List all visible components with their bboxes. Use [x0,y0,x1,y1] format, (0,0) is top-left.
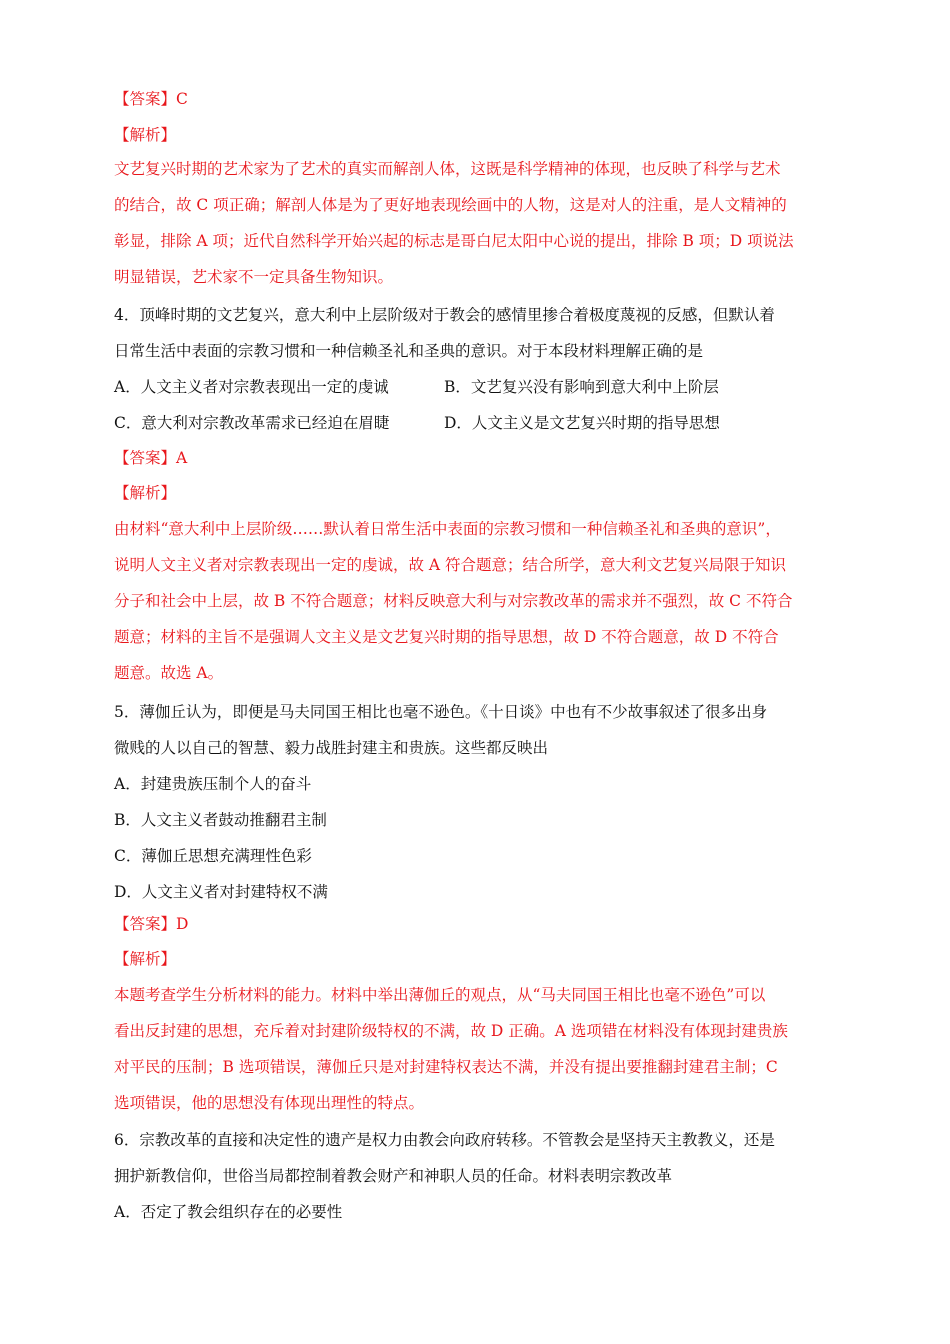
q5-option-c: C．薄伽丘思想充满理性色彩 [114,847,312,865]
analysis-line: 对平民的压制；B 选项错误，薄伽丘只是对封建特权表达不满，并没有提出要推翻封建君主制；C [114,1058,778,1076]
analysis-line: 明显错误，艺术家不一定具备生物知识。 [114,268,394,286]
q6-options [114,1194,838,1230]
stem-line: 日常生活中表面的宗教习惯和一种信赖圣礼和圣典的意识。对于本段材料理解正确的是 [114,342,704,360]
q4-option-b: B．文艺复兴没有影响到意大利中上阶层 [444,378,719,396]
analysis-line: 分子和社会中上层，故 B 不符合题意；材料反映意大利与对宗教改革的需求并不强烈，故 C 不符合 [114,592,793,610]
q4-analysis-text [114,511,838,691]
analysis-line: 说明人文主义者对宗教表现出一定的虔诚，故 A 符合题意；结合所学，意大利文艺复兴局限于知识 [114,556,787,574]
q4-analysis-label: 【解析】 [114,484,177,502]
q5-analysis-label: 【解析】 [114,950,177,968]
stem-line: 6．宗教改革的直接和决定性的遗产是权力由教会向政府转移。不管教会是坚持天主教教义，还是 [114,1131,775,1149]
analysis-line: 彰显，排除 A 项；近代自然科学开始兴起的标志是哥白尼太阳中心说的提出，排除 B 项；D 项说法 [114,232,794,250]
q3-answer-label: 【答案】C [114,90,188,108]
stem-line: 4．顶峰时期的文艺复兴，意大利中上层阶级对于教会的感情里掺合着极度蔑视的反感，但默认着 [114,306,775,324]
q6-stem [114,1122,838,1194]
q5-option-b: B．人文主义者鼓动推翻君主制 [114,811,327,829]
q5-stem [114,694,838,766]
q5-analysis-text [114,977,838,1121]
q5-option-a: A．封建贵族压制个人的奋斗 [114,775,312,793]
q3-analysis-label: 【解析】 [114,126,177,144]
q4-answer-label: 【答案】A [114,449,188,467]
q4-option-d: D．人文主义是文艺复兴时期的指导思想 [444,414,720,432]
analysis-line: 看出反封建的思想，充斥着对封建阶级特权的不满，故 D 正确。A 选项错在材料没有体现封建贵族 [114,1022,788,1040]
q5-answer-label: 【答案】D [114,915,189,933]
analysis-line: 由材料“意大利中上层阶级……默认着日常生活中表面的宗教习惯和一种信赖圣礼和圣典的意识”， [114,520,781,538]
q3-analysis-text [114,151,838,295]
stem-line: 5．薄伽丘认为，即便是马夫同国王相比也毫不逊色。《十日谈》中也有不少故事叙述了很多出身 [114,703,768,721]
analysis-line: 题意；材料的主旨不是强调人文主义是文艺复兴时期的指导思想，故 D 不符合题意，故 D 不符合 [114,628,779,646]
analysis-line: 本题考查学生分析材料的能力。材料中举出薄伽丘的观点，从“马夫同国王相比也毫不逊色”可以 [114,986,766,1004]
q6-option-a: A．否定了教会组织存在的必要性 [114,1203,343,1221]
analysis-line: 的结合，故 C 项正确；解剖人体是为了更好地表现绘画中的人物，这是对人的注重，是人文精神的 [114,196,787,214]
q5-options [114,766,838,910]
analysis-line: 选项错误，他的思想没有体现出理性的特点。 [114,1094,425,1112]
q4-stem [114,297,838,369]
stem-line: 拥护新教信仰，世俗当局都控制着教会财产和神职人员的任命。材料表明宗教改革 [114,1167,673,1185]
stem-line: 微贱的人以自己的智慧、毅力战胜封建主和贵族。这些都反映出 [114,739,549,757]
analysis-line: 文艺复兴时期的艺术家为了艺术的真实而解剖人体，这既是科学精神的体现，也反映了科学与艺术 [114,160,781,178]
q4-option-c: C．意大利对宗教改革需求已经迫在眉睫 [114,414,390,432]
analysis-line: 题意。故选 A。 [114,664,224,682]
q4-option-a: A．人文主义者对宗教表现出一定的虔诚 [114,378,389,396]
q5-option-d: D．人文主义者对封建特权不满 [114,883,328,901]
